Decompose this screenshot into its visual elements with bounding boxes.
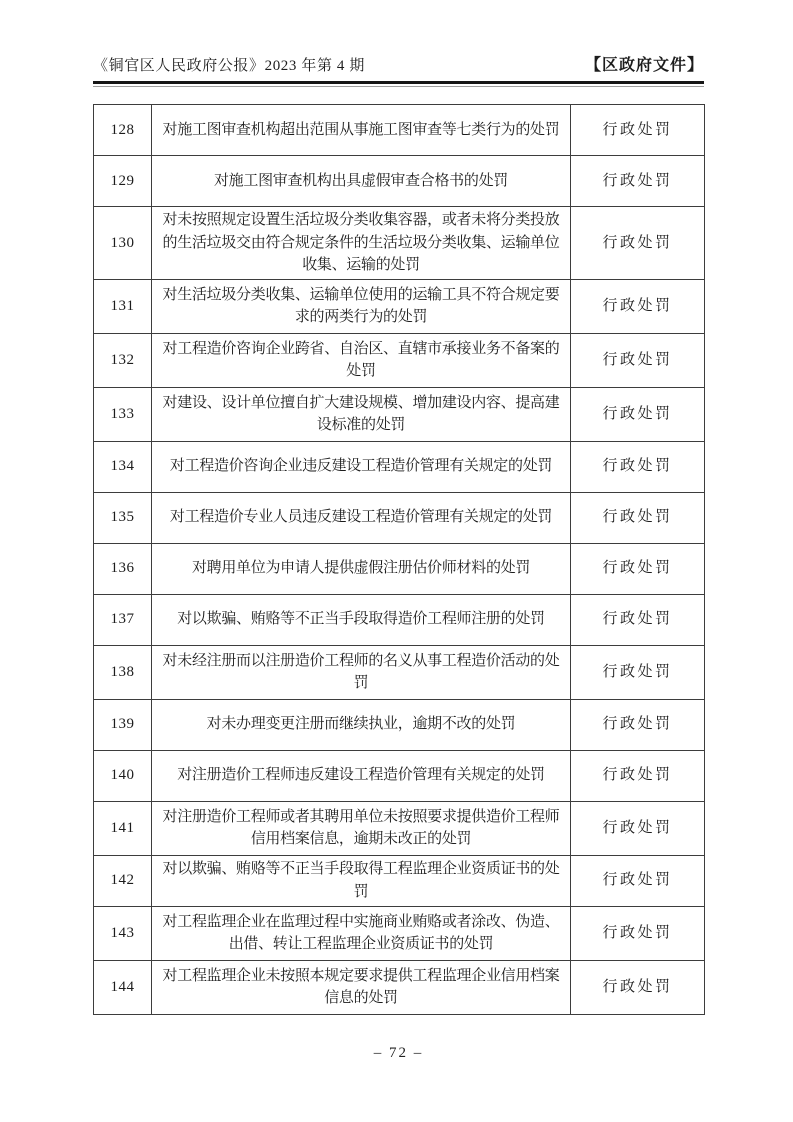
row-number-cell: 141 — [94, 801, 152, 855]
section-label: 【区政府文件】 — [584, 57, 704, 74]
penalty-table-body — [94, 105, 705, 1015]
table-row — [94, 207, 705, 280]
penalty-type-cell: 行政处罚 — [571, 594, 705, 645]
table-row — [94, 156, 705, 207]
row-number-cell: 129 — [94, 156, 152, 207]
row-description-cell: 对以欺骗、贿赂等不正当手段取得工程监理企业资质证书的处罚 — [152, 855, 571, 906]
page-header — [93, 0, 704, 75]
row-description-cell: 对施工图审查机构出具虚假审查合格书的处罚 — [152, 156, 571, 207]
penalty-type-cell: 行政处罚 — [571, 156, 705, 207]
penalty-type-cell: 行政处罚 — [571, 387, 705, 441]
row-description-cell: 对工程监理企业未按照本规定要求提供工程监理企业信用档案信息的处罚 — [152, 960, 571, 1014]
row-number-cell: 130 — [94, 207, 152, 280]
penalty-type-cell: 行政处罚 — [571, 906, 705, 960]
table-row — [94, 801, 705, 855]
row-description-cell: 对未办理变更注册而继续执业，逾期不改的处罚 — [152, 699, 571, 750]
penalty-type-cell: 行政处罚 — [571, 333, 705, 387]
row-number-cell: 138 — [94, 645, 152, 699]
row-description-cell: 对工程造价咨询企业违反建设工程造价管理有关规定的处罚 — [152, 441, 571, 492]
row-description-cell: 对聘用单位为申请人提供虚假注册估价师材料的处罚 — [152, 543, 571, 594]
gazette-title: 《铜官区人民政府公报》2023 年第 4 期 — [93, 58, 365, 74]
table-row — [94, 105, 705, 156]
row-description-cell: 对工程监理企业在监理过程中实施商业贿赂或者涂改、伪造、出借、转让工程监理企业资质证书的处罚 — [152, 906, 571, 960]
row-number-cell: 133 — [94, 387, 152, 441]
penalty-type-cell: 行政处罚 — [571, 441, 705, 492]
table-row — [94, 906, 705, 960]
penalty-type-cell: 行政处罚 — [571, 750, 705, 801]
table-row — [94, 543, 705, 594]
row-number-cell: 134 — [94, 441, 152, 492]
row-description-cell: 对未经注册而以注册造价工程师的名义从事工程造价活动的处罚 — [152, 645, 571, 699]
row-number-cell: 143 — [94, 906, 152, 960]
row-number-cell: 137 — [94, 594, 152, 645]
table-row — [94, 333, 705, 387]
table-row — [94, 645, 705, 699]
table-row — [94, 594, 705, 645]
row-description-cell: 对施工图审查机构超出范围从事施工图审查等七类行为的处罚 — [152, 105, 571, 156]
table-row — [94, 750, 705, 801]
row-number-cell: 136 — [94, 543, 152, 594]
table-row — [94, 492, 705, 543]
row-number-cell: 135 — [94, 492, 152, 543]
row-number-cell: 132 — [94, 333, 152, 387]
penalty-type-cell: 行政处罚 — [571, 279, 705, 333]
penalty-type-cell: 行政处罚 — [571, 105, 705, 156]
penalty-type-cell: 行政处罚 — [571, 543, 705, 594]
row-number-cell: 139 — [94, 699, 152, 750]
table-row — [94, 960, 705, 1014]
penalty-type-cell: 行政处罚 — [571, 207, 705, 280]
row-description-cell: 对工程造价专业人员违反建设工程造价管理有关规定的处罚 — [152, 492, 571, 543]
penalty-type-cell: 行政处罚 — [571, 645, 705, 699]
row-description-cell: 对以欺骗、贿赂等不正当手段取得造价工程师注册的处罚 — [152, 594, 571, 645]
penalty-type-cell: 行政处罚 — [571, 699, 705, 750]
table-row — [94, 441, 705, 492]
row-number-cell: 144 — [94, 960, 152, 1014]
table-row — [94, 279, 705, 333]
penalty-table — [93, 104, 705, 1015]
row-description-cell: 对生活垃圾分类收集、运输单位使用的运输工具不符合规定要求的两类行为的处罚 — [152, 279, 571, 333]
row-description-cell: 对注册造价工程师或者其聘用单位未按照要求提供造价工程师信用档案信息，逾期未改正的处罚 — [152, 801, 571, 855]
row-number-cell: 140 — [94, 750, 152, 801]
penalty-type-cell: 行政处罚 — [571, 492, 705, 543]
page-content — [93, 0, 704, 1062]
row-number-cell: 131 — [94, 279, 152, 333]
table-row — [94, 387, 705, 441]
row-description-cell: 对未按照规定设置生活垃圾分类收集容器，或者未将分类投放的生活垃圾交由符合规定条件的生活垃圾分类收集、运输单位收集、运输的处罚 — [152, 207, 571, 280]
table-row — [94, 699, 705, 750]
header-rule — [93, 81, 704, 87]
penalty-type-cell: 行政处罚 — [571, 801, 705, 855]
row-number-cell: 142 — [94, 855, 152, 906]
penalty-type-cell: 行政处罚 — [571, 960, 705, 1014]
row-description-cell: 对建设、设计单位擅自扩大建设规模、增加建设内容、提高建设标准的处罚 — [152, 387, 571, 441]
row-description-cell: 对工程造价咨询企业跨省、自治区、直辖市承接业务不备案的处罚 — [152, 333, 571, 387]
penalty-type-cell: 行政处罚 — [571, 855, 705, 906]
table-row — [94, 855, 705, 906]
row-number-cell: 128 — [94, 105, 152, 156]
page-number: – 72 – — [373, 1044, 424, 1061]
row-description-cell: 对注册造价工程师违反建设工程造价管理有关规定的处罚 — [152, 750, 571, 801]
